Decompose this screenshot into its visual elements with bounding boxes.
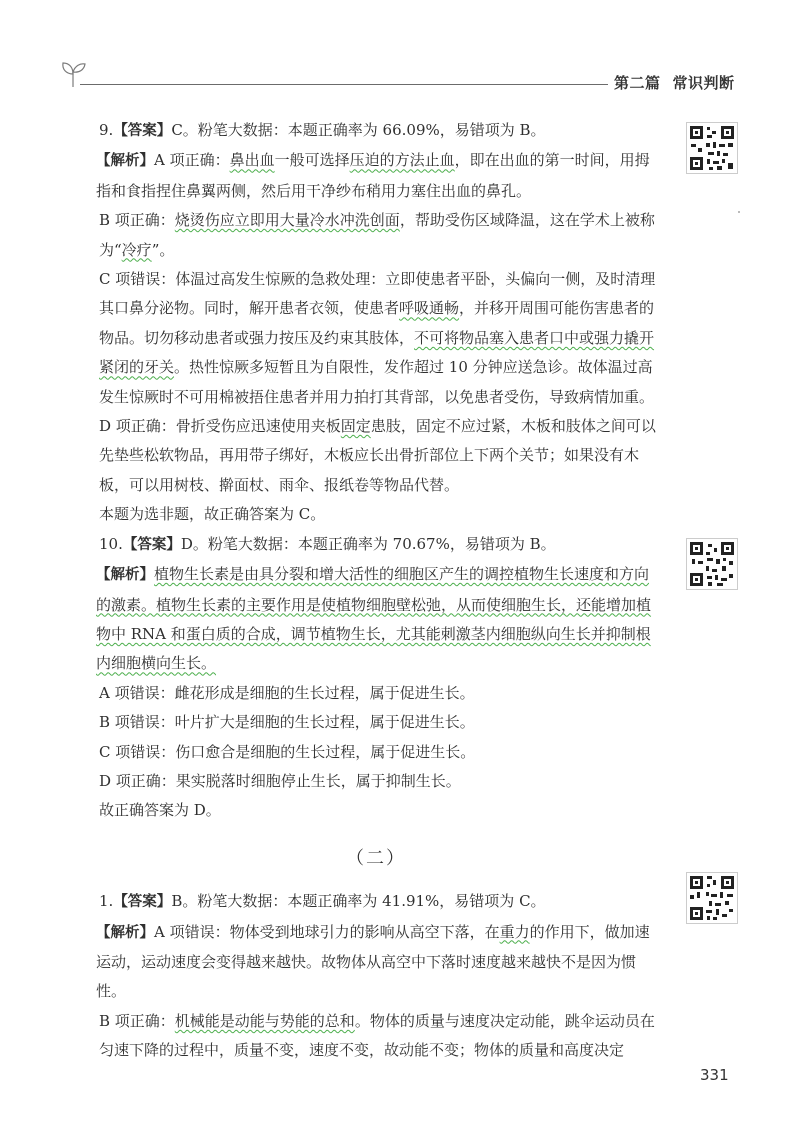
qr-code-icon	[686, 872, 738, 924]
q9-b-text: ，帮助受伤区域降温，这在学术上被称为“	[99, 211, 655, 259]
q9-analysis-text-1: 一般可选择	[274, 151, 350, 170]
q10-answer-tag: 【答案】	[122, 536, 181, 553]
speck	[738, 211, 740, 213]
q10-option-a: A 项错误：雌花形成是细胞的生长过程，属于促进生长。	[99, 683, 475, 702]
q9-analysis-a-label: A 项正确：	[154, 151, 230, 170]
q9-analysis-text-2: ，即在出血的第一时间，用拇指和食指捏住鼻翼两侧，然后用干净纱布稍用力塞住出血的鼻孔。	[96, 151, 650, 200]
q9-b-label: B 项正确：	[99, 211, 175, 230]
q1-answer-tag: 【答案】	[113, 894, 172, 911]
q9-highlight-breathing: 呼吸通畅	[399, 299, 460, 318]
q9-analysis-tag: 【解析】	[96, 153, 154, 170]
q1-analysis	[96, 918, 656, 1007]
q1-option-b	[96, 1007, 656, 1066]
q10-number: 10.	[99, 534, 123, 553]
q9-option-d	[96, 412, 656, 500]
q9-c-text-1: C 项错误：体温过高发生惊厥的急救处理：立即使患者平卧，头偏向一侧，及时清理其口鼻分泌物。同时，解开患者衣领，使患者	[99, 270, 656, 318]
q9-option-c	[96, 265, 656, 412]
q10-answer-line	[96, 530, 656, 560]
q9-highlight-cold-therapy: 冷疗	[121, 240, 152, 259]
q10-analysis-tag: 【解析】	[96, 567, 154, 584]
q9-highlight-fix: 固定	[340, 417, 371, 436]
q1-highlight-gravity: 重力	[499, 922, 530, 941]
q9-analysis	[96, 146, 656, 206]
q9-highlight-compression: 压迫的方法止血	[349, 151, 455, 170]
q9-highlight-nosebleed: 鼻出血	[229, 151, 275, 170]
header-rule	[80, 84, 608, 85]
q1-b-text: 。物体的质量与速度决定动能，跳伞运动员在匀速下降的过程中，质量不变，速度不变，故动能不变；物体的质量和高度决定	[99, 1011, 655, 1060]
q9-b-end: ”。	[151, 240, 175, 259]
q9-conclusion: 本题为选非题，故正确答案为 C。	[99, 505, 326, 524]
qr-code-icon	[686, 538, 738, 590]
page-number: 331	[700, 1066, 729, 1084]
q9-highlight-burn: 烧烫伤应立即用大量冷水冲洗创面	[174, 211, 400, 230]
q10-answer-text: D。粉笔大数据：本题正确率为 70.67%，易错项为 B。	[180, 534, 556, 553]
q1-number: 1.	[99, 892, 114, 911]
q1-highlight-mechanical-energy: 机械能是动能与势能的总和	[174, 1011, 355, 1030]
q1-analysis-text-2: 的作用下，做加速运动，运动速度会变得越来越快。故物体从高空中下落时速度越来越快不是因为惯性。	[96, 922, 650, 1001]
qr-code-icon	[686, 122, 738, 174]
q9-answer-line	[96, 116, 656, 146]
q9-d-text-1: D 项正确：骨折受伤应迅速使用夹板	[99, 417, 341, 436]
header-section: 常识判断	[672, 74, 735, 92]
q1-analysis-text-1: A 项错误：物体受到地球引力的影响从高空下落，在	[154, 922, 500, 941]
section-title: （二）	[346, 847, 406, 869]
page-body	[96, 116, 656, 1066]
q9-highlight-mouth: 不可将物品塞入患者口中或强力撬开紧闭的牙关	[99, 328, 655, 377]
q9-d-text-2: 患肢，固定不应过紧，木板和肢体之间可以先垫些松软物品，再用带子绑好，木板应长出骨折部位上下两个关节；如果没有木板，可以用树枝、擀面杖、雨伞、报纸卷等物品代替。	[99, 417, 656, 494]
q9-c-text-3: 。热性惊厥多短暂且为自限性，发作超过 10 分钟应送急诊。故体温过高发生惊厥时不可用棉被捂住患者并用力拍打其背部，以免患者受伤，导致病情加重。	[99, 358, 655, 406]
q1-b-label: B 项正确：	[99, 1011, 175, 1030]
q9-c-text-2: ，并移开周围可能伤害患者的物品。切勿移动患者或强力按压及约束其肢体，	[99, 299, 655, 347]
header-part: 第二篇	[614, 74, 661, 92]
q1-answer-line	[96, 887, 656, 917]
q9-answer-tag: 【答案】	[113, 123, 172, 139]
q10-option-b: B 项错误：叶片扩大是细胞的生长过程，属于促进生长。	[99, 713, 475, 732]
q10-conclusion: 故正确答案为 D。	[99, 801, 221, 820]
running-header	[614, 72, 735, 93]
q1-answer-text: B。粉笔大数据：本题正确率为 41.91%，易错项为 C。	[171, 892, 546, 911]
q10-option-c: C 项错误：伤口愈合是细胞的生长过程，属于促进生长。	[99, 742, 476, 761]
q10-option-d: D 项正确：果实脱落时细胞停止生长，属于抑制生长。	[99, 771, 461, 790]
q1-analysis-tag: 【解析】	[96, 924, 154, 941]
q9-answer-text: C。粉笔大数据：本题正确率为 66.09%，易错项为 B。	[171, 121, 546, 139]
q10-analysis	[96, 560, 656, 679]
q9-number: 9.	[99, 121, 114, 139]
q9-option-b	[96, 206, 656, 265]
q10-analysis-text: 植物生长素是由具分裂和增大活性的细胞区产生的调控植物生长速度和方向的激素。植物生长素的主要作用是使植物细胞壁松弛，从而使细胞生长，还能增加植物中 RNA 和蛋白质的合成，调节植物生长，尤其能刺激茎内细胞纵向生长并抑制根内细胞横向生长。	[96, 565, 652, 673]
